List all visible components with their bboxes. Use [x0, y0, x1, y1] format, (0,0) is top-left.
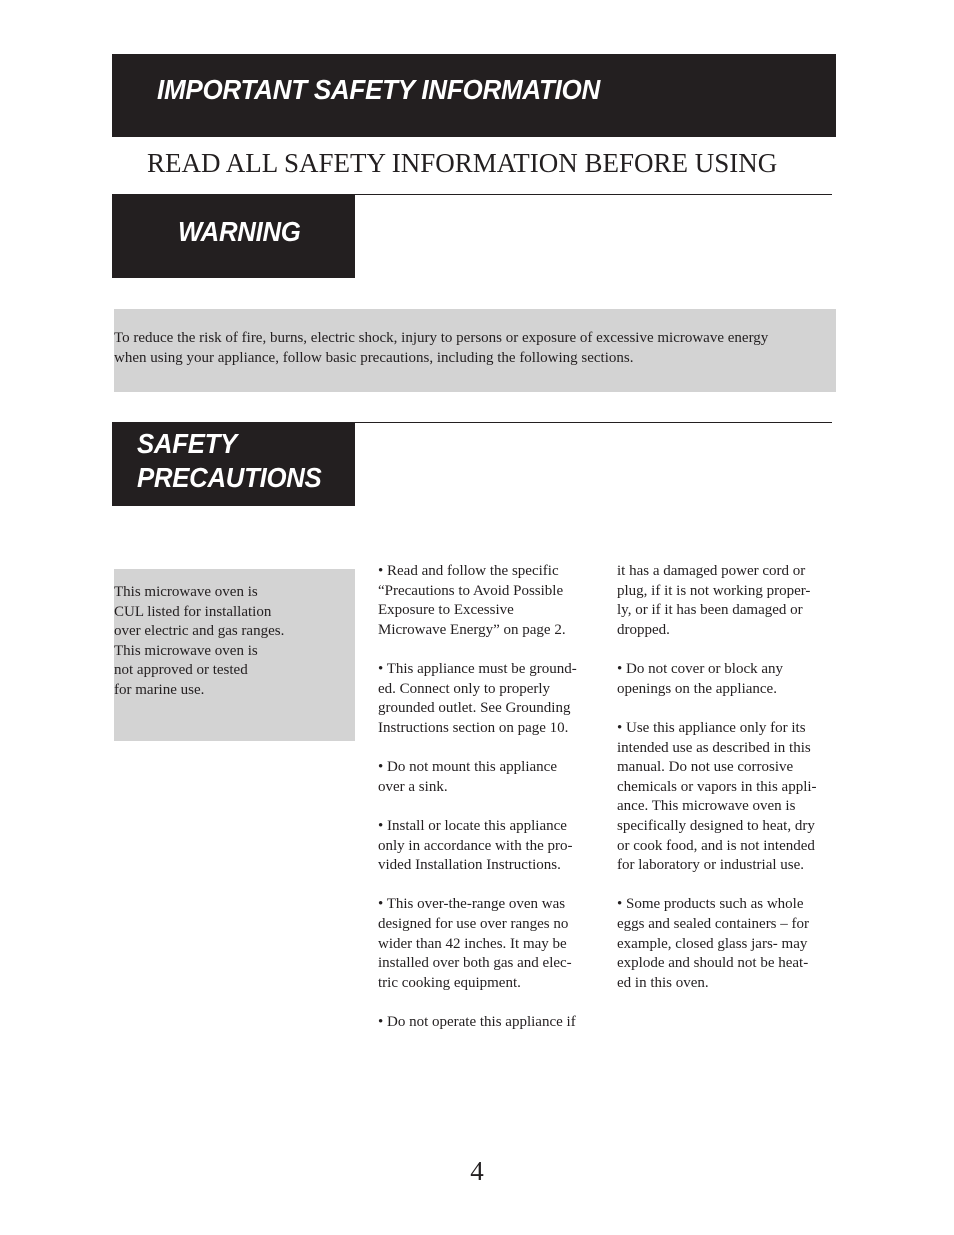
warning-text: To reduce the risk of fire, burns, electric shock, injury to persons or exposure of excessive microwave energy when using your appliance, follow basic precautions, including the following sections.: [114, 330, 769, 366]
list-item: • Do not cover or block any openings on the appliance.: [617, 661, 784, 697]
list-item: • Use this appliance only for its intended use as described in this manual. Do not use corrosive chemicals or vapors in this appli- ance. This microwave oven is specifically designed to heat, dry or cook food, and is not intended for laboratory or industrial use.: [617, 719, 817, 874]
precautions-column-2: [617, 562, 841, 1013]
warning-label-box: [112, 195, 355, 278]
list-item: it has a damaged power cord or plug, if it is not working proper- ly, or if it has been damaged or dropped.: [617, 563, 811, 638]
warning-box: [114, 309, 836, 392]
list-item: • Do not operate this appliance if: [378, 1014, 576, 1031]
list-item: • This over-the-range oven was designed for use over ranges no wider than 42 inches. It may be installed over both gas and elec- tric cooking equipment.: [378, 896, 572, 991]
page-title: IMPORTANT SAFETY INFORMATION: [157, 74, 601, 105]
page-number: 4: [470, 1156, 484, 1186]
installation-note-box: [114, 569, 355, 741]
installation-note: This microwave oven is CUL listed for installation over electric and gas ranges. This microwave oven is not approved or tested for marine use.: [114, 584, 285, 698]
warning-label: WARNING: [178, 216, 301, 247]
list-item: • This appliance must be ground- ed. Connect only to properly grounded outlet. See Grounding Instructions section on page 10.: [378, 661, 577, 736]
list-item: • Install or locate this appliance only in accordance with the pro- vided Installation Instructions.: [378, 818, 573, 874]
list-item: • Do not mount this appliance over a sink.: [378, 759, 557, 795]
list-item: • Some products such as whole eggs and sealed containers – for example, closed glass jars- may explode and should not be heat- ed in this oven.: [617, 896, 810, 991]
safety-label-line1: SAFETY: [137, 428, 237, 459]
safety-label-box: [112, 423, 355, 506]
precautions-column-1: [378, 562, 602, 1052]
safety-label-line2: PRECAUTIONS: [137, 462, 322, 493]
page-subtitle: READ ALL SAFETY INFORMATION BEFORE USING: [147, 148, 778, 178]
list-item: • Read and follow the specific “Precautions to Avoid Possible Exposure to Excessive Microwave Energy” on page 2.: [378, 563, 566, 638]
